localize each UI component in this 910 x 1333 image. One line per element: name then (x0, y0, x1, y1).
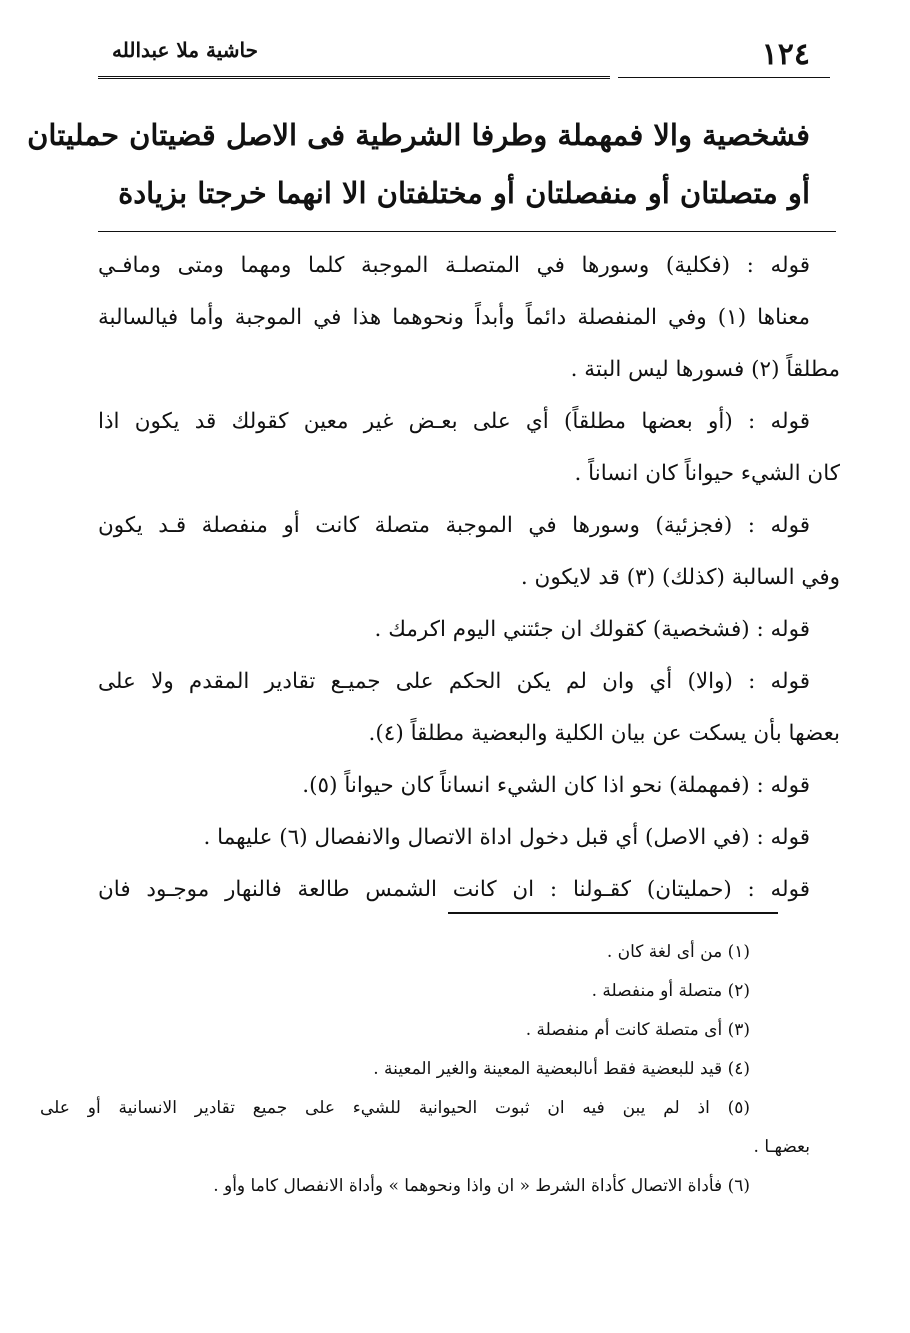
footnote: (٣) أى متصلة كانت أم منفصلة . (525, 1020, 750, 1040)
commentary-entry (98, 240, 840, 396)
commentary-line: قوله : (حمليتان) كقـولنا : ان كانت الشمس طالعة فالنهار موجـود فان (98, 877, 810, 902)
footnote: (٦) فأداة الاتصال كأداة الشرط « ان واذا ونحوهما » وأداة الانفصال كاما وأو . (213, 1176, 750, 1196)
header-rule-short (618, 77, 830, 78)
running-title: حاشية ملا عبدالله (112, 38, 259, 62)
commentary-entry (98, 656, 840, 760)
commentary-line: بعضها بأن يسكت عن بيان الكلية والبعضية مطلقاً (٤). (368, 721, 840, 746)
commentary-line: مطلقاً (٢) فسورها ليس البتة . (570, 357, 840, 382)
footnote: (٤) قيد للبعضية فقط أىالبعضية المعينة والغير المعينة . (373, 1059, 750, 1079)
commentary-entry (98, 604, 810, 656)
commentary-line: قوله : (فجزئية) وسورها في الموجبة متصلة كانت أو منفصلة قـد يكون (98, 513, 810, 538)
commentary-entry (98, 500, 840, 604)
commentary-entry (98, 864, 810, 916)
main-text (27, 106, 810, 222)
commentary (98, 240, 840, 916)
commentary-entry (98, 760, 810, 812)
footnote: (٥) اذ لم يبن فيه ان ثبوت الحيوانية للشيء على جميع تقادير الانسانية أو على (40, 1098, 750, 1118)
commentary-line: كان الشيء حيواناً كان انساناً . (574, 461, 840, 486)
commentary-entry (98, 396, 840, 500)
footnote: (٢) متصلة أو منفصلة . (591, 981, 750, 1001)
footnotes (40, 933, 810, 1206)
page-number: ١٢٤ (761, 37, 810, 72)
commentary-entry (98, 812, 810, 864)
commentary-line: قوله : (فكلية) وسورها في المتصلـة الموجبة كلما ومهما ومتى ومافـي (98, 253, 810, 278)
commentary-line: قوله : (أو بعضها مطلقاً) أي على بعـض غير معين كقولك قد يكون اذا (98, 409, 810, 434)
commentary-line: قوله : (والا) أي وان لم يكن الحكم على جميـع تقادير المقدم ولا على (98, 669, 810, 694)
commentary-line: وفي السالبة (كذلك) (٣) قد لايكون . (520, 565, 840, 590)
main-text-rule (98, 231, 836, 232)
main-text-line: فشخصية والا فمهملة وطرفا الشرطية فى الاصل قضيتان حمليتان (27, 118, 810, 152)
commentary-line: قوله : (في الاصل) أي قبل دخول اداة الاتصال والانفصال (٦) عليهما . (203, 825, 810, 850)
main-text-line: أو متصلتان أو منفصلتان أو مختلفتان الا انهما خرجتا بزيادة (118, 176, 810, 210)
footnote-rule (448, 912, 778, 914)
footnote-continuation: بعضهـا . (753, 1137, 810, 1157)
commentary-line: قوله : (فشخصية) كقولك ان جئتني اليوم اكرمك . (374, 617, 810, 642)
commentary-line: معناها (١) وفي المنفصلة دائماً وأبداً ونحوهما هذا في الموجبة وأما فيالسالبة (98, 305, 810, 330)
header-rule (98, 76, 610, 79)
footnote: (١) من أى لغة كان . (606, 942, 750, 962)
commentary-line: قوله : (فمهملة) نحو اذا كان الشيء انساناً كان حيواناً (٥). (302, 773, 810, 798)
